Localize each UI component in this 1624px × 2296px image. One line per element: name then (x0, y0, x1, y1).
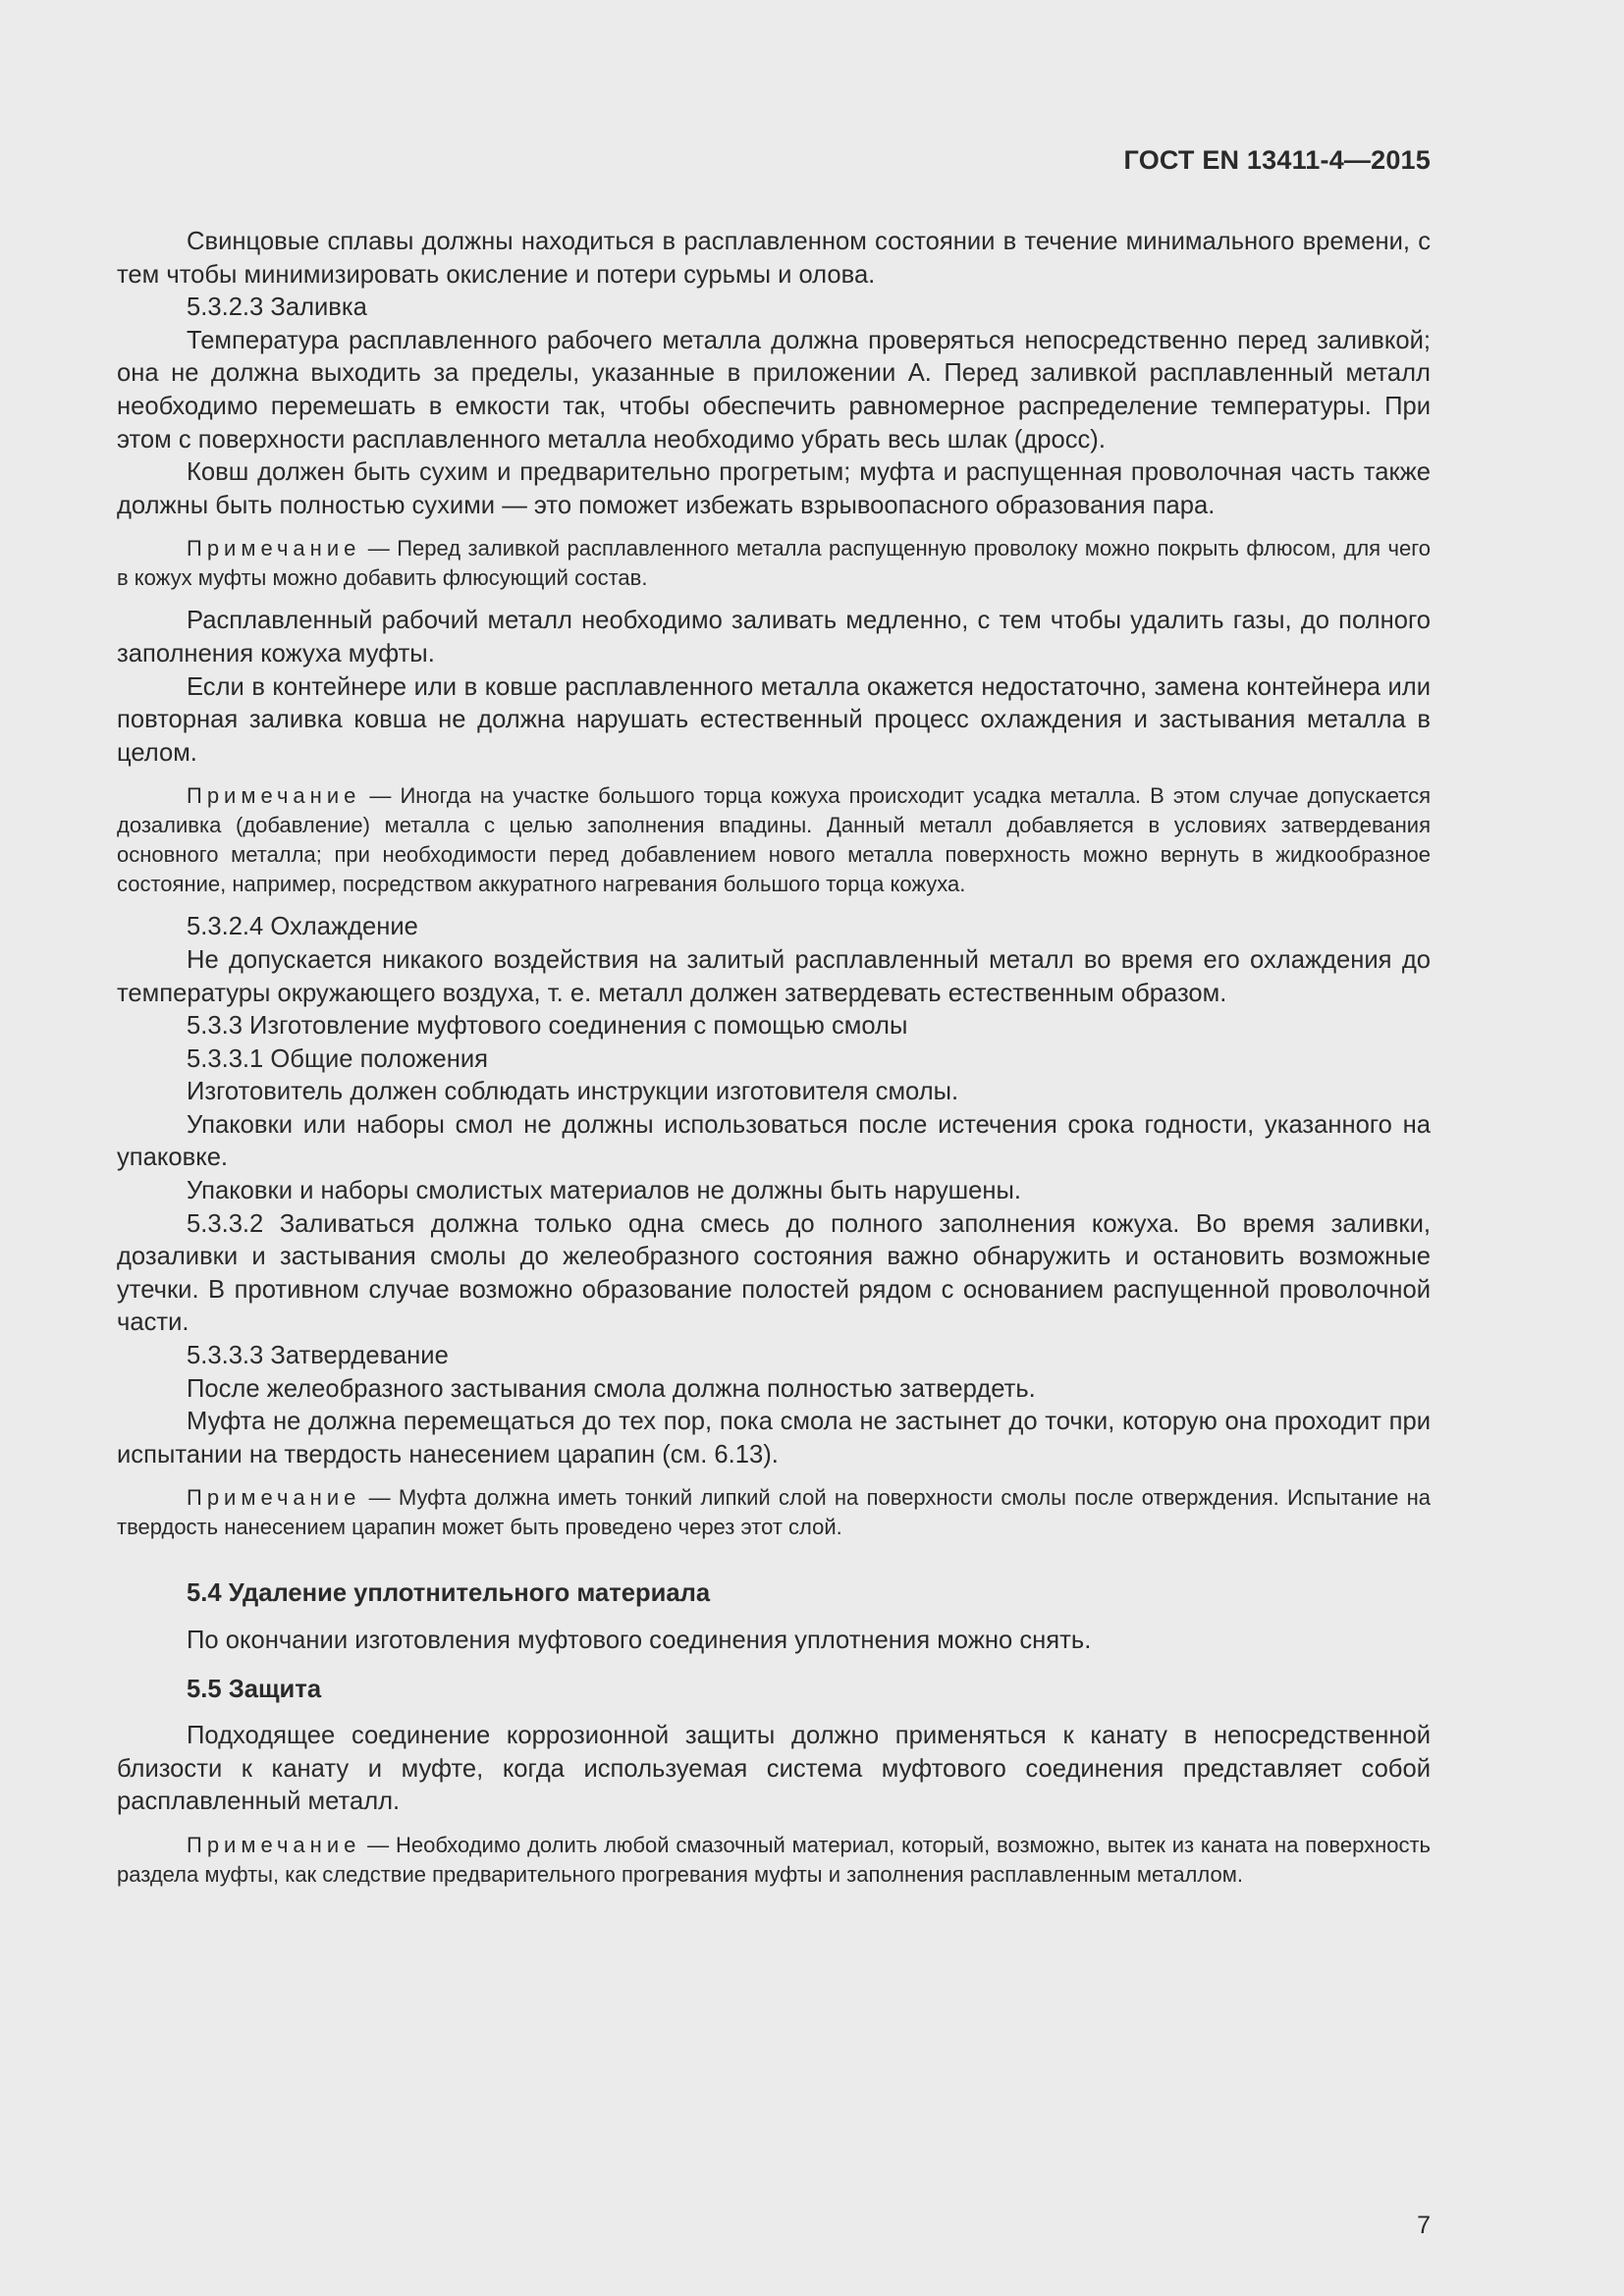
note-text: Перед заливкой расплавленного металла распущенную проволоку можно покрыть флюсом, для чего в кожух муфты можно добавить флюсующий состав. (117, 536, 1432, 591)
paragraph: Упаковки и наборы смолистых материалов не должны быть нарушены. (187, 1177, 1022, 1205)
note-label: Примечание (187, 783, 361, 809)
section-heading: 5.5 Защита (187, 1675, 322, 1703)
paragraph: Если в контейнере или в ковше расплавленного металла окажется недостаточно, замена контейнера или повторная заливка ковша не должна нарушать естественный процесс охлаждения и застывания металла в целом. (117, 672, 1431, 767)
paragraph: После желеобразного застывания смола должна полностью затвердеть. (187, 1374, 1036, 1403)
note-label: Примечание (187, 536, 361, 561)
subsection-heading: 5.3.2.3 Заливка (187, 294, 367, 322)
paragraph: По окончании изготовления муфтового соединения уплотнения можно снять. (187, 1627, 1092, 1654)
paragraph: Муфта не должна перемещаться до тех пор, пока смола не застынет до точки, которую она проходит при испытании на твердость нанесением царапин (см. 6.13). (117, 1408, 1431, 1468)
subsection-heading: 5.3.3.1 Общие положения (187, 1044, 488, 1073)
document-header: ГОСТ EN 13411-4—2015 (1123, 145, 1431, 175)
note-text: Иногда на участке большого торца кожуха происходит усадка металла. В этом случае допускается дозаливка (добавление) металла с целью заполнения впадины. Данный металл добавляется в условиях затвердевания основного металла; при необходимости перед добавлением нового металла поверхность можно вернуть в жидкообразное состояние, например, посредством аккуратного нагревания большого торца кожуха. (117, 783, 1431, 897)
paragraph: Температура расплавленного рабочего металла должна проверяться непосредственно перед заливкой; она не должна выходить за пределы, указанные в приложении А. Перед заливкой расплавленный металл необходимо перемешать в емкости так, чтобы обеспечить равномерное распределение температуры. При этом с поверхности расплавленного металла необходимо убрать весь шлак (дросс). (117, 326, 1431, 454)
paragraph: 5.3.3.2 Заливаться должна только одна смесь до полного заполнения кожуха. Во время заливки, дозаливки и застывания смолы до желеобразного состояния важно обнаружить и остановить возможные утечки. В противном случае возможно образование полостей рядом с основанием распущенной проволочной части. (117, 1209, 1431, 1337)
note-text: Муфта должна иметь тонкий липкий слой на поверхности смолы после отверждения. Испытание на твердость нанесением царапин может быть проведено через этот слой. (117, 1485, 1431, 1540)
paragraph: Изготовитель должен соблюдать инструкции изготовителя смолы. (187, 1078, 959, 1106)
paragraph: Не допускается никакого воздействия на залитый расплавленный металл во время его охлаждения до температуры окружающего воздуха, т. е. металл должен затвердевать естественным образом. (117, 945, 1431, 1007)
note: Примечание — Необходимо долить любой смазочный материал, который, возможно, вытек из каната на поверхность раздела муфты, как следствие предварительного прогревания муфты и заполнения расплавленным металлом. (117, 1832, 1431, 1887)
section-heading: 5.4 Удаление уплотнительного материала (187, 1579, 711, 1608)
paragraph: Ковш должен быть сухим и предварительно прогретым; муфта и распущенная проволочная часть также должны быть полностью сухими — это поможет избежать взрывоопасного образования пара. (117, 458, 1431, 519)
subsection-heading: 5.3.3.3 Затвердевание (187, 1342, 449, 1370)
paragraph: Расплавленный рабочий металл необходимо заливать медленно, с тем чтобы удалить газы, до полного заполнения кожуха муфты. (117, 607, 1431, 667)
document-body (117, 226, 1431, 1901)
subsection-heading: 5.3.2.4 Охлаждение (187, 913, 418, 941)
paragraph: Свинцовые сплавы должны находиться в расплавленном состоянии в течение минимального времени, с тем чтобы минимизировать окисление и потери сурьмы и олова. (117, 228, 1431, 289)
paragraph: Подходящее соединение коррозионной защиты должно применяться к канату в непосредственной близости к канату и муфте, когда используемая система муфтового соединения представляет собой расплавленный металл. (117, 1722, 1431, 1816)
note: Примечание — Муфта должна иметь тонкий липкий слой на поверхности смолы после отверждения. Испытание на твердость нанесением царапин может быть проведено через этот слой. (117, 1485, 1431, 1540)
note-text: Необходимо долить любой смазочный материал, который, возможно, вытек из каната на поверхность раздела муфты, как следствие предварительного прогревания муфты и заполнения расплавленным металлом. (117, 1832, 1431, 1887)
note-label: Примечание (187, 1832, 361, 1857)
paragraph: Упаковки или наборы смол не должны использоваться после истечения срока годности, указанного на упаковке. (117, 1110, 1431, 1172)
note: Примечание — Перед заливкой расплавленного металла распущенную проволоку можно покрыть флюсом, для чего в кожух муфты можно добавить флюсующий состав. (117, 536, 1432, 591)
subsection-heading: 5.3.3 Изготовление муфтового соединения с помощью смолы (187, 1012, 908, 1041)
note-label: Примечание (187, 1485, 361, 1511)
note: Примечание — Иногда на участке большого торца кожуха происходит усадка металла. В этом случае допускается дозаливка (добавление) металла с целью заполнения впадины. Данный металл добавляется в условиях затвердевания основного металла; при необходимости перед добавлением нового металла поверхность можно вернуть в жидкообразное состояние, например, посредством аккуратного нагревания большого торца кожуха. (117, 783, 1431, 897)
page-number: 7 (1417, 2212, 1431, 2239)
